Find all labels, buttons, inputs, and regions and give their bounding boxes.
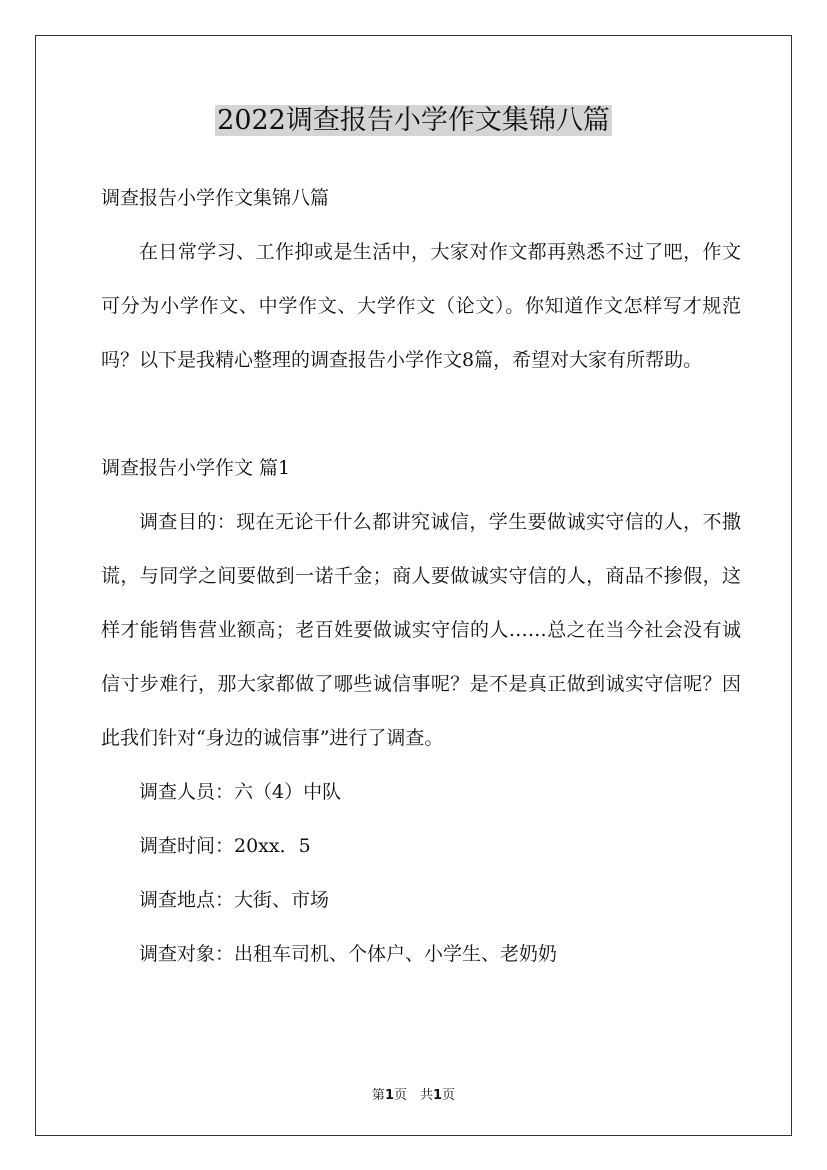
survey-location: 调查地点：大街、市场 — [139, 889, 330, 911]
page-footer — [0, 1084, 827, 1103]
page-prefix: 第 — [371, 1088, 385, 1103]
section-spacer — [101, 387, 741, 441]
document-subtitle: 调查报告小学作文集锦八篇 — [101, 187, 330, 209]
document-body — [101, 171, 741, 981]
survey-personnel: 调查人员：六（4）中队 — [139, 781, 342, 803]
purpose-paragraph: 调查目的：现在无论干什么都讲究诚信，学生要做诚实守信的人，不撒谎，与同学之间要做到一诺千金；商人要做诚实守信的人，商品不掺假，这样才能销售营业额高；老百姓要做诚实守信的人……总之在当今社会没有诚信寸步难行，那大家都做了哪些诚信事呢？是不是真正做到诚实守信呢？因此我们针对“身边的诚信事”进行了调查。 — [101, 511, 741, 749]
page-mid: 页 共 — [393, 1088, 433, 1103]
intro-paragraph: 在日常学习、工作抑或是生活中，大家对作文都再熟悉不过了吧，作文可分为小学作文、中学作文、大学作文（论文）。你知道作文怎样写才规范吗？以下是我精心整理的调查报告小学作文8篇，希望对大家有所帮助。 — [101, 241, 741, 371]
page-current: 1 — [384, 1088, 394, 1103]
survey-subjects: 调查对象：出租车司机、个体户、小学生、老奶奶 — [139, 943, 558, 965]
document-title-text: 2022调查报告小学作文集锦八篇 — [217, 105, 610, 136]
survey-time: 调查时间：20xx．5 — [139, 835, 311, 857]
section-heading: 调查报告小学作文 篇1 — [101, 457, 291, 479]
document-title — [0, 101, 827, 141]
page-suffix: 页 — [442, 1088, 456, 1103]
page-total: 1 — [433, 1088, 443, 1103]
